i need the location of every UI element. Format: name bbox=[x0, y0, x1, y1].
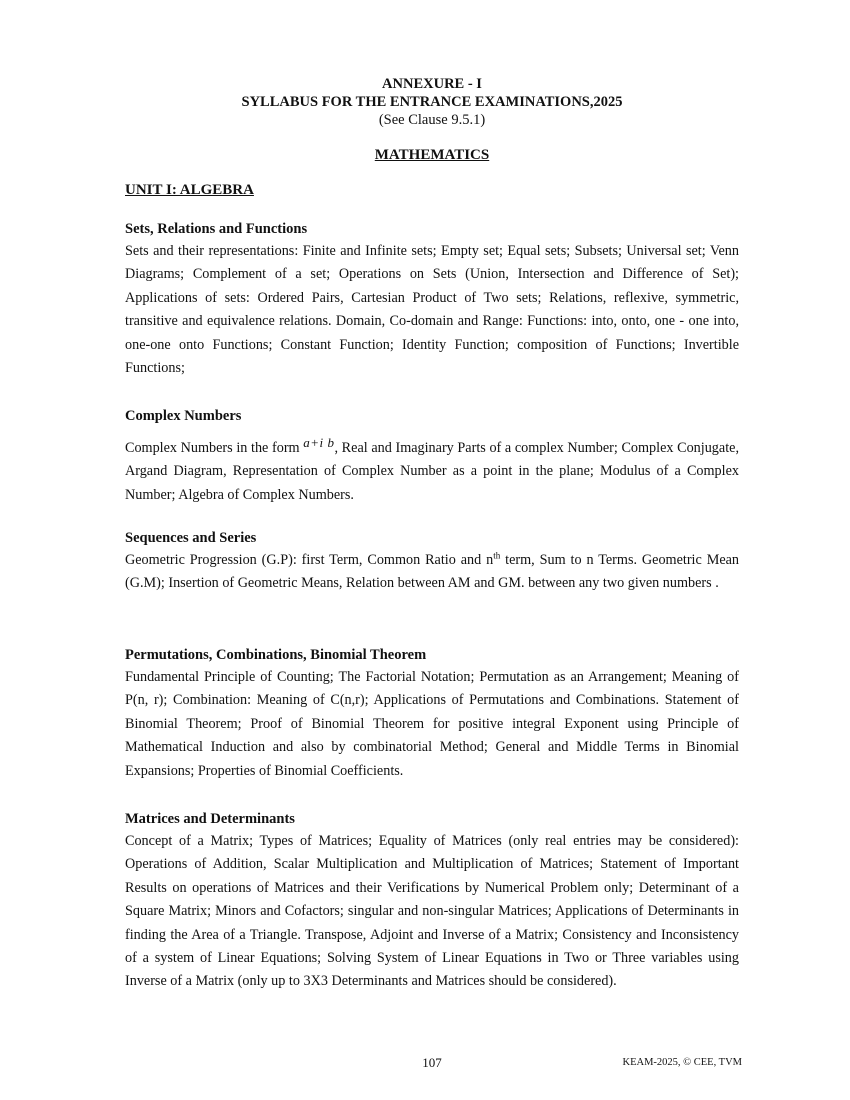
section-title: Matrices and Determinants bbox=[125, 811, 295, 827]
section-body: Concept of a Matrix; Types of Matrices; Equality of Matrices (only real entries may be considered): Operations of Addition, Scalar Multiplication and Multiplication of Matrices; Statement of Important Results on operations of Matrices and their Verifications by Numerical Problem only; Determinant of a Square Matrix; Minors and Cofactors; singular and non-singular Matrices; Applications of Determinants in finding the Area of a Triangle. Transpose, Adjoint and Inverse of a Matrix; Consistency and Inconsistency of a system of Linear Equations; Solving System of Linear Equations in Two or Three variables using Inverse of a Matrix (only up to 3X3 Determinants and Matrices should be considered). bbox=[125, 833, 739, 990]
body-text: term, Sum to n Terms. Geometric Mean (G.M); Insertion of Geometric Means, Relation between AM and GM. between any two given numbers . bbox=[125, 552, 740, 592]
body-text: , Real and Imaginary Parts of a complex Number; Complex Conjugate, Argand Diagram, Representation of Complex Number as a point in the plane; Modulus of a Complex Number; Algebra of Complex Numbers. bbox=[125, 440, 739, 503]
section-body: Fundamental Principle of Counting; The Factorial Notation; Permutation as an Arrangement; Meaning of P(n, r); Combination: Meaning of C(n,r); Applications of Permutations and Combinations. Statement of Binomial Theorem; Proof of Binomial Theorem for positive integral Exponent using Principle of Mathematical Induction and also by combinatorial Method; General and Middle Terms in Binomial Expansions; Properties of Binomial Coefficients. bbox=[125, 669, 739, 779]
section-sets bbox=[125, 218, 739, 380]
clause-reference: (See Clause 9.5.1) bbox=[378, 112, 486, 128]
section-complex-numbers bbox=[125, 405, 739, 507]
syllabus-heading: SYLLABUS FOR THE ENTRANCE EXAMINATIONS,2025 bbox=[241, 94, 623, 110]
document-page bbox=[125, 0, 742, 1100]
unit-title: UNIT I: ALGEBRA bbox=[125, 182, 254, 198]
section-body bbox=[125, 549, 739, 596]
section-permutations bbox=[125, 644, 739, 783]
section-body: Sets and their representations: Finite and Infinite sets; Empty set; Equal sets; Subsets; Universal set; Venn Diagrams; Complement of a set; Operations on Sets (Union, Intersection and Difference of Set); Applications of sets: Ordered Pairs, Cartesian Product of Two sets; Relations, reflexive, symmetric, transitive and equivalence relations. Domain, Co-domain and Range: Functions: into, onto, one - one into, one-one onto Functions; Constant Function; Identity Function; composition of Functions; Invertible Functions; bbox=[125, 243, 739, 377]
section-title: Sets, Relations and Functions bbox=[125, 221, 308, 237]
page-number: 107 bbox=[422, 1055, 442, 1070]
annexure-heading: ANNEXURE - I bbox=[382, 76, 482, 92]
formula-a-plus-ib: a+i b bbox=[303, 435, 335, 450]
superscript-th: th bbox=[493, 550, 501, 561]
section-sequences bbox=[125, 527, 739, 596]
section-title: Permutations, Combinations, Binomial Theorem bbox=[125, 647, 427, 663]
section-matrices bbox=[125, 808, 739, 994]
section-body bbox=[125, 431, 739, 507]
section-title: Sequences and Series bbox=[125, 530, 257, 546]
body-text: Geometric Progression (G.P): first Term, Common Ratio and n bbox=[125, 552, 494, 568]
subject-title: MATHEMATICS bbox=[374, 147, 490, 163]
body-text: Complex Numbers in the form bbox=[125, 440, 304, 456]
footer-copyright: KEAM-2025, © CEE, TVM bbox=[622, 1057, 742, 1068]
section-title: Complex Numbers bbox=[125, 408, 242, 424]
